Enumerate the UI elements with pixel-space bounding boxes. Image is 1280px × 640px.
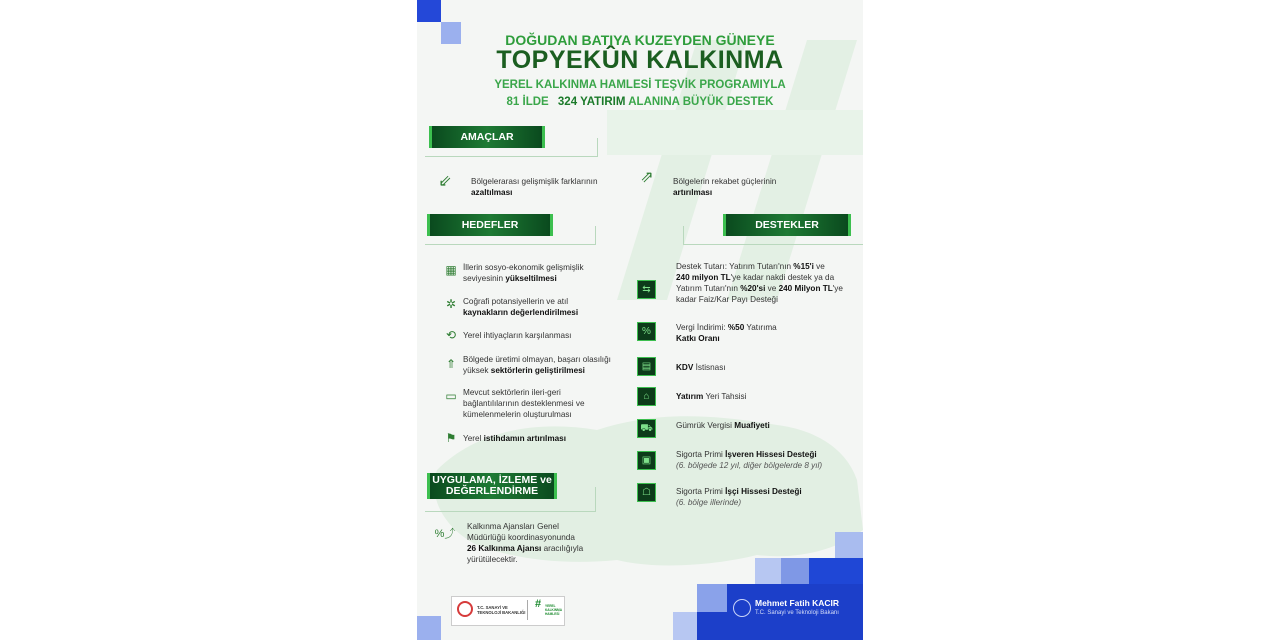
- blue-square: [781, 558, 809, 584]
- handshake-icon: ⟲: [445, 328, 457, 342]
- uygulama-label-line1: UYGULAMA, İZLEME ve: [432, 474, 552, 486]
- arrows-down-icon: ⇙: [438, 173, 452, 190]
- d6-b: İşveren Hissesi Desteği: [725, 450, 817, 459]
- arrows-up-icon: ⇗: [640, 169, 654, 186]
- amac-item-1: [471, 176, 598, 198]
- destek-item-4: [676, 391, 746, 402]
- ministry-name: [477, 605, 525, 615]
- blue-square: [755, 558, 781, 584]
- uygulama-line3b: aracılığıyla: [541, 544, 584, 553]
- hedef-5-line1: Mevcut sektörlerin ileri-geri: [463, 388, 561, 397]
- d6-a: Sigorta Primi: [676, 450, 726, 459]
- d7-b: İşçi Hissesi Desteği: [725, 487, 802, 496]
- hedef-1-line1: İllerin sosyo-ekonomik gelişmişlik: [463, 263, 584, 272]
- uygulama-line3a: 26 Kalkınma Ajansı: [467, 544, 542, 553]
- blue-square: [673, 612, 697, 640]
- header-line1: DOĞUDAN BATIYA KUZEYDEN GÜNEYE: [505, 32, 775, 48]
- header-line3: YEREL KALKINMA HAMLESİ TEŞVİK PROGRAMIYLA: [494, 79, 786, 91]
- logo-divider: [527, 600, 528, 620]
- d7-sub: (6. bölge illerinde): [676, 498, 742, 507]
- d1-l3d: 240 Milyon TL: [778, 284, 833, 293]
- growth-icon: ⇑: [445, 357, 457, 371]
- ministry-seal-icon: [733, 599, 751, 617]
- page-title: TOPYEKÛN KALKINMA: [496, 46, 784, 74]
- hedef-item-4: [463, 354, 611, 376]
- hedef-2-line1: Coğrafi potansiyellerin ve atıl: [463, 297, 569, 306]
- hedef-2-line2: kaynakların değerlendirilmesi: [463, 308, 579, 317]
- customs-icon: ⛟: [637, 419, 656, 438]
- header-line4-b: 324 YATIRIM: [557, 96, 626, 108]
- blue-square: [697, 584, 727, 612]
- destek-item-7: [676, 486, 802, 508]
- d3-a: KDV: [676, 363, 694, 372]
- uygulama-text: [467, 521, 583, 565]
- employment-icon: ⚑: [445, 431, 457, 445]
- minister-block-lower: [697, 612, 727, 640]
- hedef-6-line1b: istihdamın artırılması: [483, 434, 566, 443]
- hedef-3-line1: Yerel ihtiyaçların karşılanması: [463, 331, 572, 340]
- d1-l3c: ve: [765, 284, 779, 293]
- infographic-poster: [417, 0, 863, 640]
- header-line4-a: 81 İLDE: [506, 96, 549, 108]
- hedef-4-line2a: yüksek: [463, 366, 491, 375]
- d4-b: Yeri Tahsisi: [703, 392, 747, 401]
- d4-a: Yatırım: [676, 392, 704, 401]
- minister-name: Mehmet Fatih KACIR: [755, 598, 840, 608]
- d1-l3a: Yatırım Tutarı'nın: [676, 284, 741, 293]
- uygulama-label: [427, 473, 557, 499]
- minister-title: T.C. Sanayi ve Teknoloji Bakanı: [755, 610, 839, 616]
- hedef-4-line1: Bölgede üretimi olmayan, başarı olasılığı: [463, 355, 611, 364]
- d5-b: Muafiyeti: [734, 421, 770, 430]
- land-allocation-icon: ⌂: [637, 387, 656, 406]
- amac-item-1-text: Bölgelerarası gelişmişlik farklarının: [471, 177, 598, 186]
- amac-item-2: [673, 176, 776, 198]
- hedef-item-1: [463, 262, 584, 284]
- corner-square: [417, 616, 441, 640]
- d3-b: İstisnası: [693, 363, 726, 372]
- worker-insurance-icon: ☖: [637, 483, 656, 502]
- percent-chart-icon: %⤴: [434, 528, 456, 540]
- d1-l1a: Destek Tutarı: Yatırım Tutarı'nın: [676, 262, 794, 271]
- d5-a: Gümrük Vergisi: [676, 421, 735, 430]
- header-line4-c: ALANINA BÜYÜK DESTEK: [628, 96, 774, 108]
- hedef-1-line2b: yükseltilmesi: [505, 274, 557, 283]
- d7-a: Sigorta Primi: [676, 487, 726, 496]
- blue-square: [835, 532, 863, 558]
- destek-item-1: [676, 261, 843, 305]
- uygulama-line1: Kalkınma Ajansları Genel: [467, 522, 559, 531]
- ministry-logo-icon: [457, 601, 473, 617]
- hedef-item-6: [463, 433, 566, 444]
- d1-l3b: %20'si: [740, 284, 766, 293]
- d1-l3e: 'ye: [832, 284, 843, 293]
- gear-network-icon: ✲: [445, 297, 457, 311]
- d2-l1b: %50: [727, 323, 745, 332]
- ministry-name-line2: TEKNOLOJİ BAKANLIĞI: [477, 610, 526, 615]
- hedef-item-2: [463, 296, 578, 318]
- d1-l1c: ve: [813, 262, 825, 271]
- destek-item-6: [676, 449, 822, 471]
- uygulama-line4: yürütülecektir.: [467, 555, 518, 564]
- hashtag-logo-icon: #: [535, 598, 542, 610]
- hedef-1-line2a: seviyesinin: [463, 274, 506, 283]
- hedef-5-line2: bağlantılılarının desteklenmesi ve: [463, 399, 585, 408]
- monitor-icon: ▭: [445, 389, 457, 403]
- d2-l1c: Yatırıma: [744, 323, 777, 332]
- d6-sub: (6. bölgede 12 yıl, diğer bölgelerde 8 yıl): [676, 461, 823, 470]
- d2-l2: Katkı Oranı: [676, 334, 720, 343]
- destek-item-2: [676, 322, 777, 344]
- uygulama-label-line2: DEĞERLENDİRME: [445, 485, 539, 497]
- d2-l1a: Vergi İndirimi:: [676, 323, 728, 332]
- destek-item-3: [676, 362, 726, 373]
- amac-item-2-bold: artırılması: [673, 188, 713, 197]
- corner-square: [417, 0, 441, 22]
- amac-item-2-text: Bölgelerin rekabet güçlerinin: [673, 177, 777, 186]
- hedef-4-line2b: sektörlerin geliştirilmesi: [490, 366, 585, 375]
- destek-item-5: [676, 420, 770, 431]
- hedef-item-5: [463, 387, 585, 420]
- d1-l2b: 'ye kadar nakdi destek ya da: [730, 273, 835, 282]
- d1-l2a: 240 milyon TL: [676, 273, 731, 282]
- d1-l1b: %15'i: [793, 262, 814, 271]
- tax-discount-icon: %: [637, 322, 656, 341]
- chart-icon: ▦: [445, 263, 457, 277]
- kdv-icon: ▤: [637, 357, 656, 376]
- uygulama-line2: Müdürlüğü koordinasyonunda: [467, 533, 575, 542]
- hedef-5-line3: kümelenmelerin oluşturulması: [463, 410, 572, 419]
- hedef-6-line1a: Yerel: [463, 434, 484, 443]
- amac-item-1-bold: azaltılması: [471, 188, 513, 197]
- hedef-item-3: [463, 330, 571, 341]
- cash-support-icon: ⇆: [637, 280, 656, 299]
- header-line4: [417, 96, 863, 108]
- employer-insurance-icon: ▣: [637, 451, 656, 470]
- d1-l4: kadar Faiz/Kar Payı Desteği: [676, 295, 778, 304]
- ministry-name-line1: T.C. SANAYİ VE: [477, 605, 508, 610]
- amaclar-label: AMAÇLAR: [429, 126, 545, 148]
- campaign-logo-text: YEREL KALKINMA HAMLESİ: [545, 604, 562, 616]
- blue-square: [809, 558, 863, 584]
- destekler-label: DESTEKLER: [723, 214, 851, 236]
- hedefler-label: HEDEFLER: [427, 214, 553, 236]
